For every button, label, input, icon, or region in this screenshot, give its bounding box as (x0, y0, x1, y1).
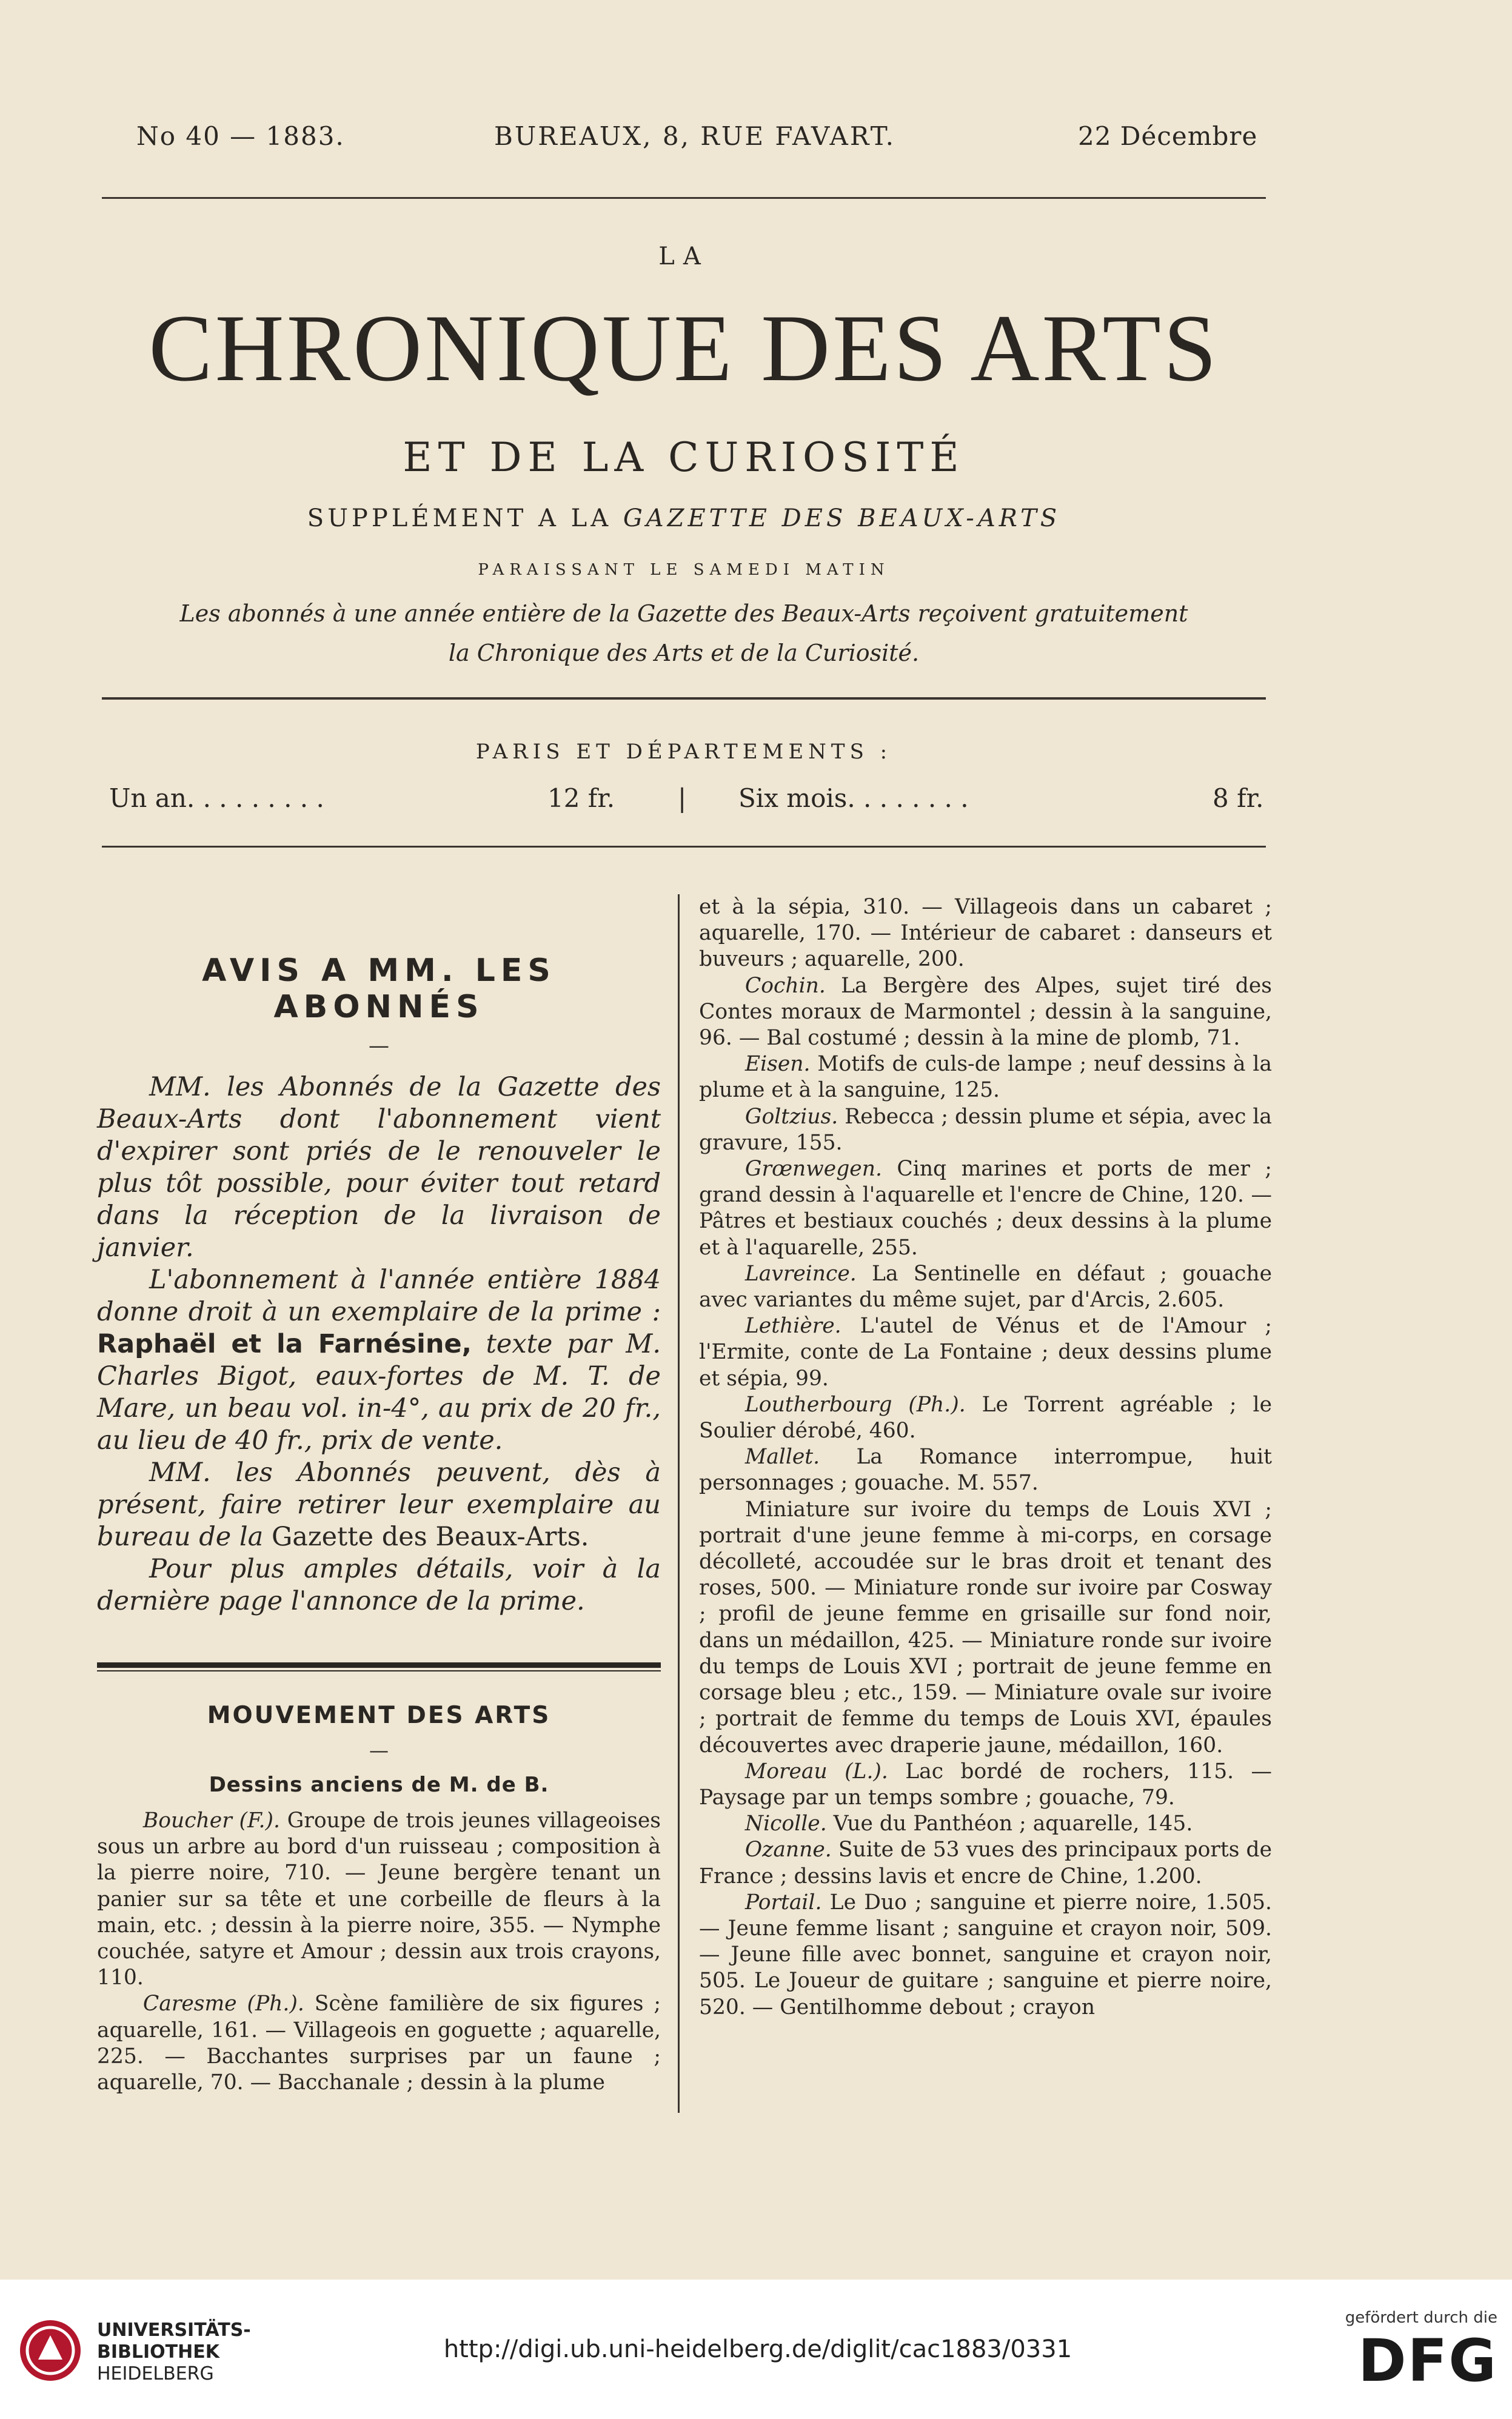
price-half-label: Six mois. . . . . . . . (738, 783, 969, 813)
dfg-logo-icon: DFG (1357, 2327, 1497, 2395)
header-rule (102, 197, 1266, 199)
section-rule-thick (97, 1662, 661, 1668)
left-column (97, 894, 661, 2096)
entry-artist: Portail. (744, 1890, 822, 1915)
avis-paragraph-2 (97, 1264, 661, 1457)
avis-paragraph-1: MM. les Abonnés de la Gazette des Beaux-Arts dont l'abonnement vient d'expirer sont priés de le renouveler le plus tôt possible, pour éviter tout retard dans la réception de la livraison de janvier. (97, 1072, 661, 1263)
library-name (97, 2320, 251, 2385)
price-separator: | (678, 783, 687, 813)
avis-p3-text: MM. les Abonnés peuvent, dès à présent, faire retirer leur exemplaire au bureau de la (97, 1457, 661, 1552)
library-name-line1: UNIVERSITÄTS- (97, 2320, 251, 2341)
entry-text: Motifs de culs-de lampe ; neuf dessins à la plume et à la sanguine, 125. (699, 1052, 1273, 1103)
section-rule-thin (97, 1670, 661, 1671)
right-column (699, 894, 1272, 2021)
entry-text: Rebecca ; dessin plume et sépia, avec la gravure, 155. (699, 1104, 1273, 1155)
permalink[interactable]: http://digi.ub.uni-heidelberg.de/diglit/cac1883/0331 (443, 2335, 1072, 2363)
mouvement-dash: — (369, 1739, 389, 1762)
entry-moreau (699, 1759, 1272, 1811)
entry-artist: Lethière. (744, 1314, 841, 1339)
masthead-rule (102, 697, 1266, 700)
entry-text: Suite de 53 vues des principaux ports de France ; dessins lavis et encre de Chine, 1.200. (699, 1838, 1272, 1889)
entry-loutherbourg (699, 1392, 1272, 1444)
entry-artist: Loutherbourg (Ph.). (744, 1392, 966, 1417)
avis-p3-gazette: Gazette des Beaux-Arts. (271, 1522, 589, 1552)
library-seal-icon (17, 2317, 84, 2384)
entry-artist: Boucher (F.). (142, 1808, 280, 1833)
entry-mallet (699, 1444, 1272, 1496)
entry-goltzius (699, 1104, 1272, 1156)
avis-body (97, 1071, 661, 1618)
entry-text: Groupe de trois jeunes villageoises sous un arbre au bord d'un ruisseau ; composition à la pierre noire, 710. — Jeune bergère tenant un panier sur sa tête et une corbeille de fleurs à la main, etc. ; dessin à la pierre noire, 355. — Nymphe couchée, satyre et Amour ; dessin aux trois crayons, 110. (97, 1808, 661, 1990)
masthead-title: CHRONIQUE DES ARTS (149, 295, 1219, 401)
pricing-heading: PARIS ET DÉPARTEMENTS : (475, 740, 892, 764)
entry-ozanne (699, 1837, 1272, 1889)
entry-text: Lac bordé de rochers, 115. — Paysage par un temps sombre ; gouache, 79. (699, 1759, 1273, 1810)
entry-artist: Cochin. (744, 973, 826, 998)
entry-artist: Grœnwegen. (744, 1157, 882, 1182)
mouvement-heading: MOUVEMENT DES ARTS (207, 1702, 551, 1729)
entry-artist: Goltzius. (744, 1104, 838, 1129)
bureau-address: BUREAUX, 8, RUE FAVART. (494, 121, 895, 151)
price-year-label: Un an. . . . . . . . . (109, 783, 324, 813)
issue-number: No 40 — 1883. (136, 121, 345, 151)
entry-text: La Sentinelle en défaut ; gouache avec variantes du même sujet, par d'Arcis, 2.605. (699, 1261, 1273, 1313)
entry-text: La Bergère des Alpes, sujet tiré des Contes moraux de Marmontel ; dessin à la sanguine, 96. — Bal costumé ; dessin à la mine de plomb, 71. (699, 973, 1273, 1051)
entry-miniatures (699, 1497, 1272, 1759)
masthead-la: LA (658, 243, 709, 270)
entry-portail (699, 1890, 1272, 2021)
entry-eisen (699, 1051, 1272, 1103)
supplement-gazette: GAZETTE DES BEAUX-ARTS (623, 504, 1061, 532)
library-name-line2: BIBLIOTHEK (97, 2341, 219, 2363)
entry-text: Miniature sur ivoire du temps de Louis XVI ; portrait d'une jeune femme à mi-corps, en corsage décolleté, accoudée sur le bras droit et tenant des roses, 500. — Miniature ronde sur ivoire par Cosway ; profil de jeune femme en grisaille sur fond noir, dans un médaillon, 425. — Miniature ronde sur ivoire du temps de Louis XVI ; portrait de jeune femme en corsage bleu ; etc., 159. — Miniature ovale sur ivoire ; portrait de femme du temps de Louis XVI, épaules découvertes avec draperie jaune, médaillon, 160. (699, 1497, 1272, 1758)
entry-cochin (699, 973, 1272, 1052)
entry-groenwegen (699, 1156, 1272, 1261)
viewer-footer (0, 2280, 1512, 2419)
entry-artist: Caresme (Ph.). (142, 1992, 304, 2016)
avis-dash: — (369, 1034, 389, 1058)
subscriber-note-line1: Les abonnés à une année entière de la Gazette des Beaux-Arts reçoivent gratuitement (179, 600, 1188, 627)
pricing-rule (102, 846, 1266, 848)
subscriber-note-line2: la Chronique des Arts et de la Curiosité. (448, 640, 920, 666)
entry-artist: Mallet. (744, 1445, 820, 1470)
avis-p2-details: texte par M. Charles Bigot, eaux-fortes de M. T. de Mare, un beau vol. in-4°, au prix de 20 fr., au lieu de 40 fr., prix de vente. (97, 1329, 661, 1456)
entry-text: Vue du Panthéon ; aquarelle, 145. (833, 1812, 1193, 1836)
column-divider (678, 894, 680, 2113)
mouvement-subheading: Dessins anciens de M. de B. (209, 1773, 549, 1797)
issue-date: 22 Décembre (1078, 121, 1258, 151)
avis-paragraph-3 (97, 1457, 661, 1553)
funded-by-label: gefördert durch die (1345, 2309, 1497, 2327)
entry-text: L'autel de Vénus et de l'Amour ; l'Ermite, conte de La Fontaine ; deux dessins plume et sépia, 99. (699, 1314, 1272, 1391)
prime-title: Raphaël et la Farnésine, (97, 1329, 472, 1359)
entry-artist: Ozanne. (744, 1838, 832, 1862)
avis-p2-intro: L'abonnement à l'année entière 1884 donne droit à un exemplaire de la prime : (97, 1265, 661, 1327)
entry-text: La Romance interrompue, huit personnages ; gouache. M. 557. (699, 1445, 1273, 1496)
masthead-subtitle: ET DE LA CURIOSITÉ (403, 434, 965, 481)
entry-boucher (97, 1808, 661, 1991)
avis-heading: AVIS A MM. LES ABONNÉS (202, 952, 556, 1025)
supplement-line (102, 504, 1266, 532)
library-name-line3: HEIDELBERG (97, 2363, 214, 2384)
price-half: 8 fr. (1213, 783, 1264, 813)
entry-nicolle (699, 1811, 1272, 1837)
entry-text: Le Duo ; sanguine et pierre noire, 1.505. — Jeune femme lisant ; sanguine et crayon noir, 509. — Jeune fille avec bonnet, sanguine et crayon noir, 505. Le Joueur de guitare ; sanguine et pierre noire, 520. — Gentilhomme debout ; crayon (699, 1890, 1273, 2019)
entry-lavreince (699, 1261, 1272, 1313)
entry-artist: Lavreince. (744, 1261, 857, 1286)
entry-text: Scène familière de six figures ; aquarelle, 161. — Villageois en goguette ; aquarelle, 225. — Bacchantes surprises par un faune ; aquarelle, 70. — Bacchanale ; dessin à la plume (97, 1992, 661, 2095)
schedule: PARAISSANT LE SAMEDI MATIN (478, 561, 890, 579)
sale-entries-left (97, 1808, 661, 2096)
entry-text: Cinq marines et ports de mer ; grand dessin à l'aquarelle et l'encre de Chine, 120. — Pâtres et bestiaux couchés ; deux dessins à la plume et à l'aquarelle, 255. (699, 1157, 1272, 1260)
entry-text: Le Torrent agréable ; le Soulier dérobé, 460. (699, 1392, 1272, 1444)
price-year: 12 fr. (547, 783, 615, 813)
entry-artist: Moreau (L.). (744, 1759, 888, 1784)
entry-artist: Eisen. (744, 1052, 811, 1077)
entry-lethiere (699, 1313, 1272, 1392)
entry-artist: Nicolle. (744, 1812, 827, 1836)
avis-paragraph-4: Pour plus amples détails, voir à la dernière page l'annonce de la prime. (97, 1554, 661, 1616)
entry-continued: et à la sépia, 310. — Villageois dans un cabaret ; aquarelle, 170. — Intérieur de cabaret : danseurs et buveurs ; aquarelle, 200. (699, 895, 1272, 972)
supplement-prefix: SUPPLÉMENT A LA (307, 504, 612, 532)
entry-caresme (97, 1991, 661, 2096)
